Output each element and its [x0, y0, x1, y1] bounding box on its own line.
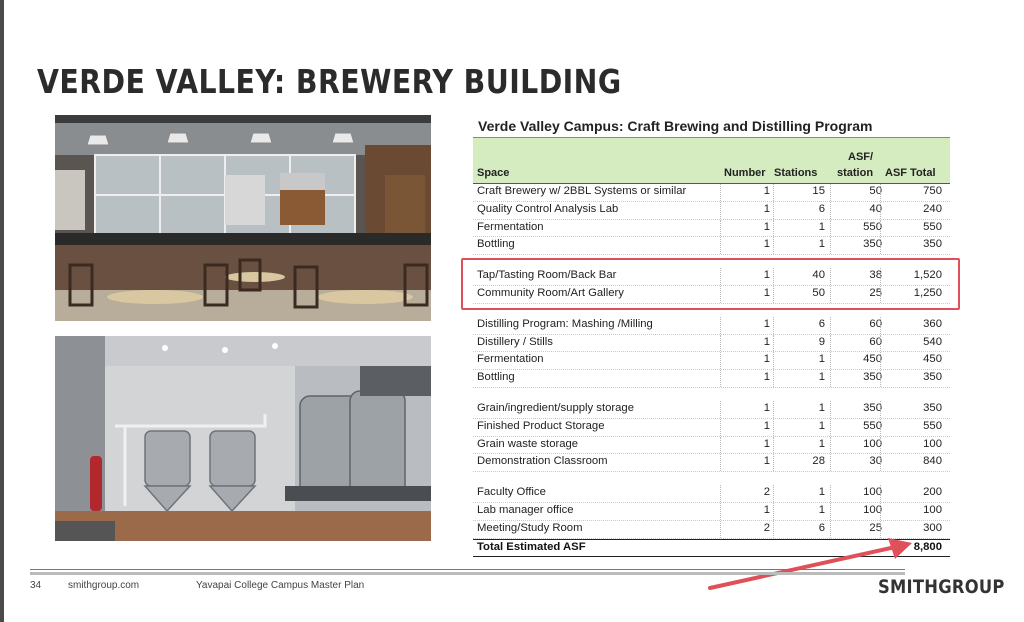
- column-divider: [880, 335, 881, 352]
- column-divider: [720, 352, 721, 369]
- column-divider: [720, 503, 721, 520]
- cell-asf-station: 60: [869, 317, 882, 330]
- cell-number: 1: [763, 401, 770, 414]
- cell-asf-station: 25: [869, 521, 882, 534]
- cell-stations: 9: [818, 335, 825, 348]
- column-divider: [773, 437, 774, 454]
- cell-asf-station: 60: [869, 335, 882, 348]
- column-divider: [773, 485, 774, 502]
- cell-space: Demonstration Classroom: [477, 455, 608, 468]
- cell-number: 1: [763, 419, 770, 432]
- footer-document: Yavapai College Campus Master Plan: [196, 580, 365, 591]
- cell-asf-total: 360: [923, 317, 942, 330]
- column-divider: [720, 184, 721, 201]
- column-divider: [773, 335, 774, 352]
- cell-space: Fermentation: [477, 220, 544, 233]
- cell-asf-station: 350: [863, 238, 882, 251]
- cell-number: 2: [763, 486, 770, 499]
- table-title: Verde Valley Campus: Craft Brewing and Distilling Program: [473, 115, 950, 138]
- cell-number: 1: [763, 371, 770, 384]
- column-divider: [830, 370, 831, 387]
- total-label: Total Estimated ASF: [477, 540, 586, 553]
- cell-stations: 28: [812, 455, 825, 468]
- slide-title: VERDE VALLEY: BREWERY BUILDING: [37, 62, 622, 101]
- cell-number: 1: [763, 317, 770, 330]
- cell-asf-station: 25: [869, 286, 882, 299]
- column-divider: [720, 401, 721, 418]
- column-divider: [773, 401, 774, 418]
- column-divider: [830, 503, 831, 520]
- cell-number: 1: [763, 202, 770, 215]
- table-row: [473, 317, 950, 335]
- cell-stations: 6: [818, 317, 825, 330]
- cell-space: Faculty Office: [477, 486, 546, 499]
- cell-asf-station: 550: [863, 220, 882, 233]
- column-divider: [720, 419, 721, 436]
- cell-asf-total: 550: [923, 220, 942, 233]
- cell-number: 1: [763, 335, 770, 348]
- column-divider: [880, 454, 881, 471]
- program-table: [473, 115, 950, 557]
- cell-asf-total: 100: [923, 437, 942, 450]
- cell-asf-station: 100: [863, 503, 882, 516]
- cell-asf-station: 550: [863, 419, 882, 432]
- table-row: [473, 419, 950, 437]
- cell-space: Distillery / Stills: [477, 335, 553, 348]
- cell-asf-station: 450: [863, 353, 882, 366]
- group-spacer: [473, 472, 950, 485]
- table-row: [473, 220, 950, 238]
- column-divider: [720, 220, 721, 237]
- footer-rule: [30, 569, 905, 570]
- cell-asf-station: 100: [863, 486, 882, 499]
- column-divider: [880, 202, 881, 219]
- cell-space: Grain waste storage: [477, 437, 579, 450]
- table-row: [473, 202, 950, 220]
- page-left-edge: [0, 0, 4, 622]
- column-divider: [880, 503, 881, 520]
- column-divider: [880, 419, 881, 436]
- brewing-equipment-photo: [55, 336, 431, 541]
- column-divider: [773, 220, 774, 237]
- cell-stations: 1: [818, 437, 825, 450]
- column-divider: [773, 237, 774, 254]
- cell-asf-total: 1,250: [913, 286, 942, 299]
- cell-number: 2: [763, 521, 770, 534]
- tasting-room-photo: [55, 115, 431, 321]
- cell-asf-station: 40: [869, 202, 882, 215]
- table-body: [473, 184, 950, 539]
- table-header: [473, 138, 950, 184]
- cell-space: Fermentation: [477, 353, 544, 366]
- cell-stations: 1: [818, 220, 825, 233]
- header-number: Number: [724, 167, 766, 179]
- total-value: 8,800: [913, 540, 942, 553]
- group-spacer: [473, 388, 950, 401]
- cell-stations: 1: [818, 238, 825, 251]
- cell-asf-total: 750: [923, 185, 942, 197]
- column-divider: [880, 437, 881, 454]
- table-row: [473, 485, 950, 503]
- cell-space: Grain/ingredient/supply storage: [477, 401, 634, 414]
- column-divider: [773, 352, 774, 369]
- cell-asf-total: 200: [923, 486, 942, 499]
- cell-space: Lab manager office: [477, 503, 574, 516]
- cell-stations: 1: [818, 353, 825, 366]
- column-divider: [880, 184, 881, 201]
- column-divider: [773, 184, 774, 201]
- cell-asf-total: 100: [923, 503, 942, 516]
- cell-asf-total: 540: [923, 335, 942, 348]
- column-divider: [880, 317, 881, 334]
- column-divider: [880, 485, 881, 502]
- cell-asf-total: 1,520: [913, 269, 942, 282]
- cell-asf-total: 350: [923, 371, 942, 384]
- cell-stations: 6: [818, 521, 825, 534]
- smithgroup-logo: SMITHGROUP: [878, 576, 1005, 598]
- cell-stations: 40: [812, 269, 825, 282]
- column-divider: [880, 401, 881, 418]
- header-space: Space: [477, 167, 510, 179]
- column-divider: [830, 335, 831, 352]
- column-divider: [830, 202, 831, 219]
- footer-website: smithgroup.com: [68, 580, 140, 591]
- column-divider: [773, 419, 774, 436]
- cell-asf-total: 550: [923, 419, 942, 432]
- cell-asf-total: 240: [923, 202, 942, 215]
- column-divider: [773, 317, 774, 334]
- cell-stations: 1: [818, 371, 825, 384]
- column-divider: [720, 454, 721, 471]
- footer-rule-thick: [30, 572, 905, 575]
- cell-space: Distilling Program: Mashing /Milling: [477, 317, 653, 330]
- cell-stations: 1: [818, 419, 825, 432]
- table-row: [473, 454, 950, 472]
- cell-asf-total: 350: [923, 238, 942, 251]
- cell-stations: 15: [812, 185, 825, 197]
- column-divider: [880, 352, 881, 369]
- cell-asf-station: 38: [869, 269, 882, 282]
- column-divider: [773, 454, 774, 471]
- cell-space: Quality Control Analysis Lab: [477, 202, 619, 215]
- table-row: [473, 237, 950, 255]
- cell-space: Finished Product Storage: [477, 419, 605, 432]
- column-divider: [830, 317, 831, 334]
- cell-stations: 1: [818, 486, 825, 499]
- cell-asf-station: 350: [863, 401, 882, 414]
- cell-space: Craft Brewery w/ 2BBL Systems or similar: [477, 185, 687, 197]
- cell-number: 1: [763, 238, 770, 251]
- column-divider: [720, 335, 721, 352]
- cell-asf-total: 300: [923, 521, 942, 534]
- cell-asf-station: 30: [869, 455, 882, 468]
- column-divider: [830, 419, 831, 436]
- cell-number: 1: [763, 437, 770, 450]
- table-row: [473, 503, 950, 521]
- column-divider: [830, 437, 831, 454]
- cell-stations: 1: [818, 503, 825, 516]
- column-divider: [830, 352, 831, 369]
- column-divider: [880, 220, 881, 237]
- column-divider: [720, 317, 721, 334]
- column-divider: [720, 202, 721, 219]
- header-asf-station-1: ASF/: [848, 151, 874, 163]
- cell-number: 1: [763, 185, 770, 197]
- cell-space: Meeting/Study Room: [477, 521, 583, 534]
- cell-asf-station: 100: [863, 437, 882, 450]
- column-divider: [720, 485, 721, 502]
- cell-stations: 6: [818, 202, 825, 215]
- column-divider: [830, 184, 831, 201]
- column-divider: [773, 503, 774, 520]
- column-divider: [773, 370, 774, 387]
- column-divider: [720, 370, 721, 387]
- column-divider: [830, 401, 831, 418]
- header-asf-station-2: station: [837, 167, 874, 179]
- cell-space: Bottling: [477, 238, 515, 251]
- cell-space: Bottling: [477, 371, 515, 384]
- column-divider: [880, 370, 881, 387]
- cell-number: 1: [763, 269, 770, 282]
- column-divider: [830, 454, 831, 471]
- cell-stations: 1: [818, 401, 825, 414]
- column-divider: [830, 237, 831, 254]
- cell-asf-station: 350: [863, 371, 882, 384]
- cell-space: Tap/Tasting Room/Back Bar: [477, 269, 617, 282]
- cell-number: 1: [763, 503, 770, 516]
- cell-number: 1: [763, 220, 770, 233]
- table-row: [473, 437, 950, 455]
- cell-number: 1: [763, 286, 770, 299]
- cell-asf-station: 50: [869, 185, 882, 197]
- cell-stations: 50: [812, 286, 825, 299]
- column-divider: [720, 237, 721, 254]
- highlight-box: [461, 258, 960, 310]
- column-divider: [830, 485, 831, 502]
- cell-number: 1: [763, 455, 770, 468]
- cell-asf-total: 840: [923, 455, 942, 468]
- table-row: [473, 401, 950, 419]
- table-row: [473, 335, 950, 353]
- table-row: [473, 184, 950, 202]
- column-divider: [773, 202, 774, 219]
- table-row: [473, 352, 950, 370]
- column-divider: [720, 437, 721, 454]
- cell-space: Community Room/Art Gallery: [477, 286, 624, 299]
- cell-asf-total: 450: [923, 353, 942, 366]
- column-divider: [830, 220, 831, 237]
- cell-asf-total: 350: [923, 401, 942, 414]
- header-stations: Stations: [774, 167, 818, 179]
- table-row: [473, 370, 950, 388]
- header-asf-total: ASF Total: [885, 167, 936, 179]
- column-divider: [880, 237, 881, 254]
- cell-number: 1: [763, 353, 770, 366]
- page-number: 34: [30, 580, 42, 591]
